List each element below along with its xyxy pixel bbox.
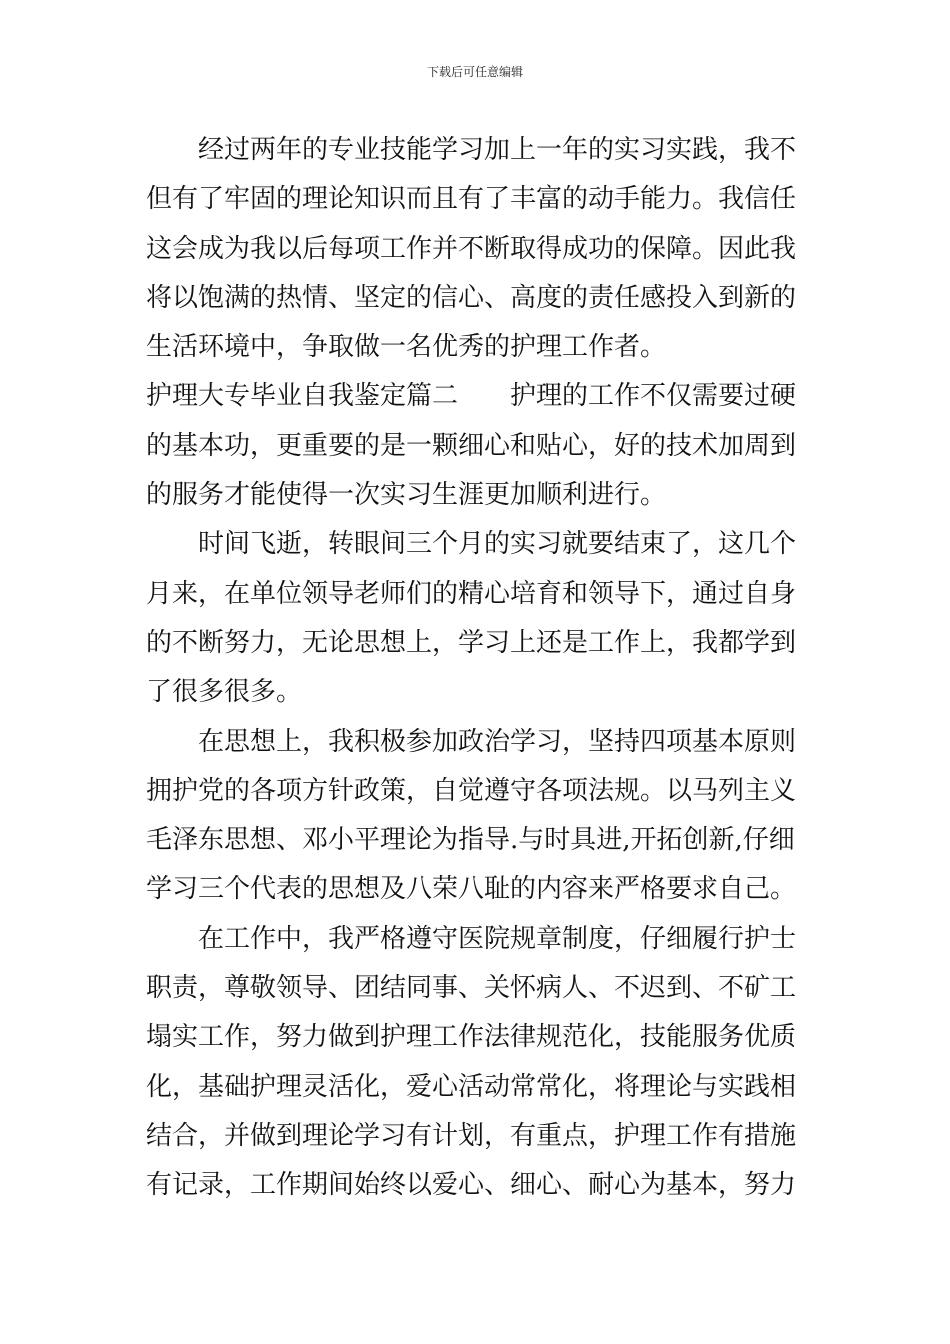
paragraph-line: 生活环境中，争取做一名优秀的护理工作者。 [146, 332, 667, 363]
paragraph-line: 的服务才能使得一次实习生涯更加顺利进行。 [146, 480, 667, 511]
paragraph-line: 的不断努力，无论思想上，学习上还是工作上，我都学到 [146, 627, 797, 658]
paragraph-line: 这会成为我以后每项工作并不断取得成功的保障。因此我 [146, 233, 797, 264]
paragraph-line: 塌实工作，努力做到护理工作法律规范化，技能服务优质 [146, 1022, 797, 1053]
paragraph-line: 但有了牢固的理论知识而且有了丰富的动手能力。我信任 [146, 184, 797, 215]
paragraph-line: 在工作中，我严格遵守医院规章制度，仔细履行护士 [198, 923, 797, 954]
paragraph-line: 在思想上，我积极参加政治学习，坚持四项基本原则 [198, 726, 797, 757]
page-header: 下载后可任意编辑 [426, 65, 523, 79]
paragraph-line: 学习三个代表的思想及八荣八耻的内容来严格要求自己。 [146, 874, 797, 905]
paragraph-line: 拥护党的各项方针政策，自觉遵守各项法规。以马列主义 [146, 775, 797, 806]
paragraph-line: 有记录，工作期间始终以爱心、细心、耐心为基本，努力 [146, 1170, 797, 1201]
paragraph-line: 将以饱满的热情、坚定的信心、高度的责任感投入到新的 [146, 282, 797, 313]
paragraph-line: 结合，并做到理论学习有计划，有重点，护理工作有措施 [146, 1120, 797, 1151]
paragraph-line: 时间飞逝，转眼间三个月的实习就要结束了，这几个 [198, 529, 797, 560]
document-body [146, 126, 808, 1211]
section-heading-line [146, 372, 808, 421]
paragraph-line: 月来，在单位领导老师们的精心培育和领导下，通过自身 [146, 578, 797, 609]
paragraph-line: 了很多很多。 [146, 677, 303, 708]
paragraph-line: 的基本功，更重要的是一颗细心和贴心，好的技术加周到 [146, 430, 797, 461]
section-heading: 护理大专毕业自我鉴定篇二 [146, 381, 459, 412]
paragraph-line: 化，基础护理灵活化，爱心活动常常化，将理论与实践相 [146, 1071, 797, 1102]
paragraph-line: 职责，尊敬领导、团结同事、关怀病人、不迟到、不矿工 [146, 973, 797, 1004]
paragraph-line: 护理的工作不仅需要过硬 [510, 381, 797, 412]
paragraph-line: 经过两年的专业技能学习加上一年的实习实践，我不 [198, 135, 797, 165]
paragraph-line: 毛泽东思想、邓小平理论为指导.与时具进,开拓创新,仔细 [146, 825, 795, 856]
